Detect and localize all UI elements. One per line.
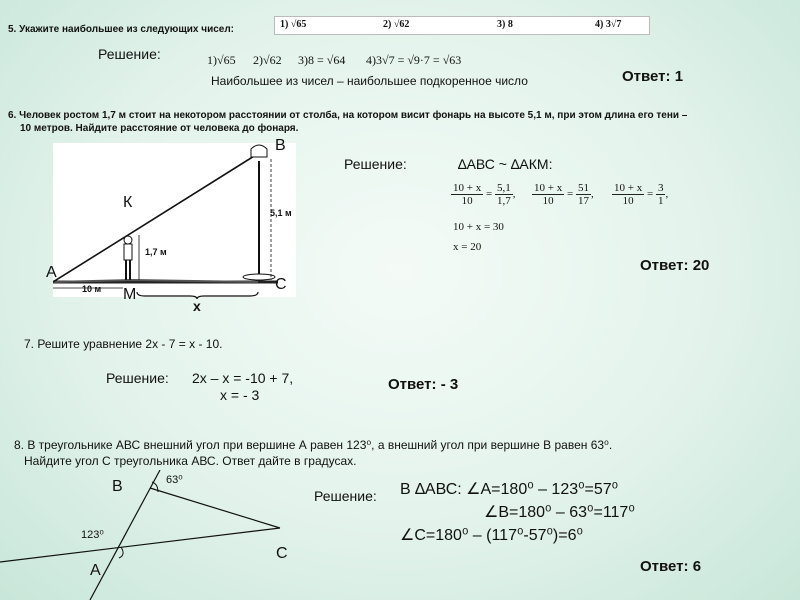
q5-answer: Ответ: 1 [622, 68, 684, 85]
q6-figure [53, 143, 296, 297]
q8-point-b-label: В [112, 478, 123, 495]
q8-line-3: ∠С=180⁰ – (117⁰-57⁰)=6⁰ [400, 527, 583, 544]
q6-proportion-1: $\frac{10 + x}{10}$ = $\frac{5,1}{1,7}$ , [453, 182, 516, 207]
q5-choice-1: 1) √65 [280, 19, 307, 30]
point-a-label: А [46, 264, 57, 281]
q8-triangle-figure [0, 470, 300, 600]
shadow-length-label: 10 м [82, 284, 102, 294]
q8-point-a-label: А [90, 562, 101, 579]
q6-answer: Ответ: 20 [640, 257, 710, 274]
q5-note: Наибольшее из чисел – наибольшее подкоренное число [211, 74, 528, 88]
q6-equation-1: 10 + x = 30 [453, 221, 504, 233]
q6-proportion-2: $\frac{10 + x}{10}$ = $\frac{51}{17}$ , [534, 182, 594, 207]
q5-choice-3: 3) 8 [497, 19, 513, 30]
q8-angle-a-label: 123⁰ [81, 529, 104, 541]
point-c-label: С [275, 276, 287, 293]
q7-answer: Ответ: - 3 [388, 376, 459, 393]
man-body [124, 244, 132, 260]
light-ray [53, 153, 259, 282]
man-height-label: 1,7 м [145, 247, 167, 257]
q8-angle-b-label: 63⁰ [166, 474, 183, 486]
q5-solution-part-1: 1)√65 [207, 53, 236, 67]
q5-solution-part-4: 4)3√7 = √9·7 = √63 [366, 53, 462, 67]
q5-solution-part-3: 3)8 = √64 [298, 53, 346, 67]
side-ac-extended [0, 528, 280, 562]
q5-choice-2: 2) √62 [383, 19, 410, 30]
q5-solution-label: Решение: [98, 46, 161, 62]
q5-question: 5. Укажите наибольшее из следующих чисел: [8, 24, 235, 35]
lamp-diagram [53, 143, 296, 297]
man-head [124, 236, 132, 244]
q6-question-line2: 10 метров. Найдите расстояние от человека до фонаря. [20, 123, 299, 134]
q8-question-line1: 8. В треугольнике АВС внешний угол при вершине А равен 123⁰, а внешний угол при вершине В равен 63⁰. [14, 438, 613, 452]
q8-question-line2: Найдите угол С треугольника АВС. Ответ дайте в градусах. [24, 454, 357, 468]
q7-step-1: 2х – х = -10 + 7, [192, 370, 294, 386]
q8-line-2: ∠В=180⁰ – 63⁰=117⁰ [484, 504, 635, 521]
angle-a-arc [119, 547, 123, 558]
q7-question: 7. Решите уравнение 2х - 7 = х - 10. [24, 337, 223, 351]
q8-solution-label: Решение: [314, 488, 377, 504]
q8-answer: Ответ: 6 [640, 558, 702, 575]
point-b-label: В [275, 137, 286, 154]
q6-similarity: ∆АВС ~ ∆АКМ: [458, 156, 553, 172]
lamp-height-label: 5,1 м [270, 208, 292, 218]
q6-equation-2: x = 20 [453, 241, 482, 253]
q5-choices-strip [274, 16, 650, 35]
q7-solution-label: Решение: [106, 370, 169, 386]
q8-point-c-label: С [276, 545, 288, 562]
q8-line-1: В ∆АВС: ∠А=180⁰ – 123⁰=57⁰ [400, 481, 619, 498]
q6-question-line1: 6. Человек ростом 1,7 м стоит на некотором расстоянии от столба, на котором висит фонарь на высоте 5,1 м, при этом длина его тени – [8, 110, 688, 121]
point-m-label: М [123, 286, 137, 303]
q5-solution-part-2: 2)√62 [253, 53, 282, 67]
q6-solution-label: Решение: [344, 156, 407, 172]
q7-step-2: х = - 3 [220, 387, 260, 403]
q6-proportion-3: $\frac{10 + x}{10}$ = $\frac{3}{1}$ , [614, 182, 669, 207]
lamp-base [243, 274, 275, 280]
lamp-head [251, 145, 267, 157]
x-label: х [193, 298, 201, 314]
side-bc-extended [150, 488, 280, 528]
point-k-label: К [123, 194, 133, 211]
q5-choice-4: 4) 3√7 [595, 19, 622, 30]
